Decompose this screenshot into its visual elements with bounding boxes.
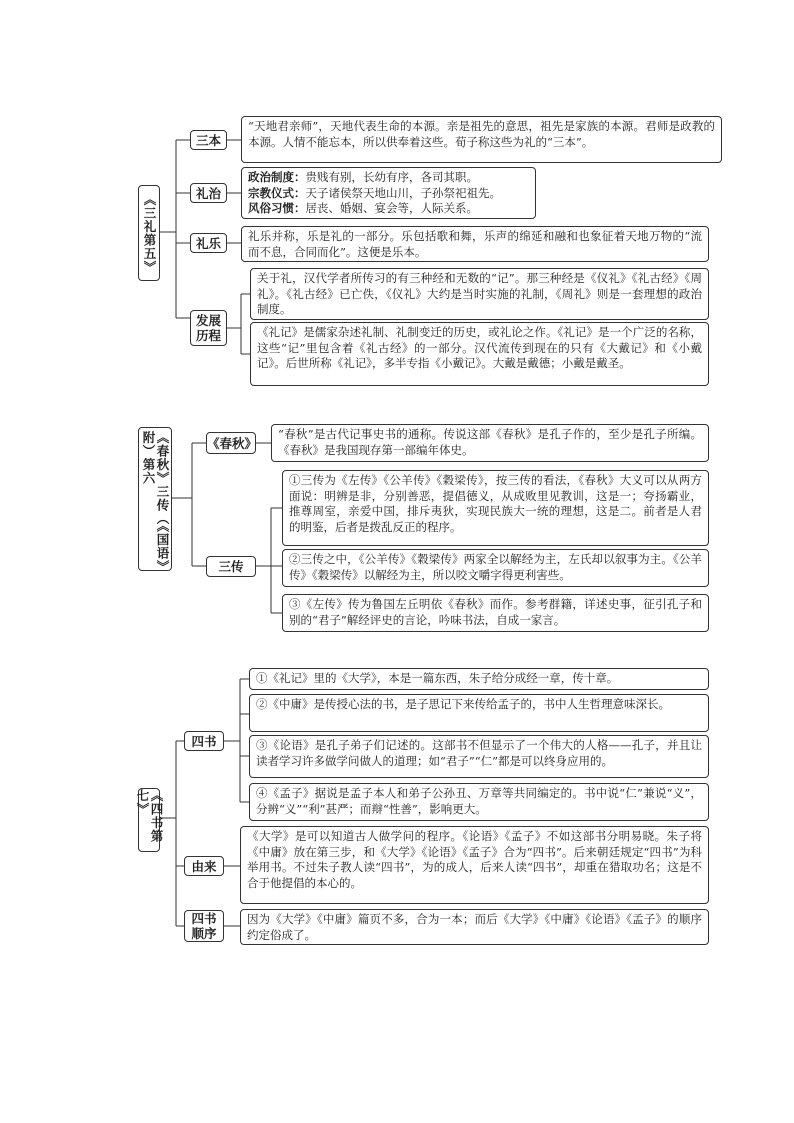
text-sanzhuan-3-content: ③《左传》传为鲁国左丘明依《春秋》而作。参考群籍，详述史事，征引孔子和别的“君子”解经评史的言论，吟味书法，自成一家言。 [289, 597, 702, 627]
node-sanzhuan [206, 556, 256, 577]
text-fazhan-2-content: 《礼记》是儒家杂述礼制、礼制变迁的历史，或礼论之作。《礼记》是一个广泛的名称，这些“记”里包含着《礼古经》的一部分。汉代流传到现在的只有《大戴记》和《小戴记》。后世所称《礼记》，多半专指《小戴记》。大戴是戴德；小戴是戴圣。 [257, 325, 702, 370]
text-lile [241, 226, 709, 262]
text-fazhan-1-content: 关于礼，汉代学者所传习的有三种经和无数的“记”。那三种经是《仪礼》《礼古经》《周礼》。《礼古经》已亡佚，《仪礼》大约是当时实施的礼制，《周礼》则是一套理想的政治制度。 [257, 271, 702, 316]
node-sishu [184, 731, 224, 751]
root-sishu-label: 《四书第七》 [135, 789, 164, 843]
text-sishu-2 [249, 694, 709, 732]
root-sishu [135, 788, 164, 852]
text-sanzhuan-2 [282, 549, 709, 587]
text-fazhan-2 [250, 322, 709, 386]
node-lile [190, 233, 227, 253]
lizhi-row-0: 政治制度：贵贱有别，长幼有序，各司其职。 [248, 170, 478, 184]
text-sishu-3-content: ③《论语》是孔子弟子们记述的。这部书不但显示了一个伟大的人格——孔子，并且让读者学习许多做学问做人的道理；如“君子”“仁”都是可以终身应用的。 [256, 738, 702, 768]
text-lile-content: 礼乐并称，乐是礼的一部分。乐包括歌和舞，乐声的绵延和融和也象征着天地万物的“流而不息，合同而化”。这便是乐本。 [248, 229, 702, 259]
lizhi-row-1: 宗教仪式：天子诸侯祭天地山川，子孙祭祀祖先。 [248, 185, 501, 200]
text-fazhan-1 [250, 268, 709, 320]
node-chunqiu-label: 《春秋》 [207, 435, 258, 451]
text-sanzhuan-3 [282, 594, 709, 632]
text-sanben-content: “天地君亲师”，天地代表生命的本源。亲是祖先的意思，祖先是家族的本源。君师是政教的本源。人情不能忘本，所以供奉着这些。荀子称这些为礼的“三本”。 [248, 119, 715, 149]
text-sanzhuan-2-content: ②三传之中，《公羊传》《穀梁传》两家全以解经为主，左氏却以叙事为主。《公羊传》《穀梁传》以解经为主，所以咬文嚼字得更利害些。 [289, 552, 702, 582]
node-shunxu-label: 四书顺序 [191, 911, 217, 941]
text-chunqiu-content: “春秋”是古代记事史书的通称。传说这部《春秋》是孔子作的，至少是孔子所编。《春秋》是我国现存第一部编年体史。 [278, 427, 702, 457]
node-sanben-label: 三本 [195, 132, 221, 148]
lizhi-row-2: 风俗习惯：居丧、婚姻、宴会等，人际关系。 [248, 201, 478, 215]
text-sishu-4 [249, 783, 709, 821]
root-chunqiu [138, 427, 172, 571]
root-sanli-label: 《三礼第五》 [142, 192, 157, 274]
node-lizhi [190, 183, 227, 203]
text-sishu-2-content: ②《中庸》是传授心法的书，是子思记下来传给孟子的，书中人生哲理意味深长。 [256, 697, 670, 711]
node-fazhan-label: 发展历程 [195, 313, 221, 343]
node-youlai [184, 856, 224, 876]
node-youlai-label: 由来 [191, 858, 217, 874]
text-shunxu-content: 因为《大学》《中庸》篇页不多，合为一本；而后《大学》《中庸》《论语》《孟子》的顺序约定俗成了。 [247, 912, 702, 942]
root-chunqiu-label: 《春秋》三传（《国语》附）第六 [141, 431, 170, 567]
node-chunqiu [206, 432, 256, 454]
root-sanli [138, 185, 160, 281]
node-sanzhuan-label: 三传 [218, 559, 244, 574]
text-sanzhuan-1-content: ①三传为《左传》《公羊传》《穀梁传》，按三传的看法，《春秋》大义可以从两方面说：明辨是非，分别善恶，提倡德义，从成败里见教训，这是一；夸扬霸业，推尊周室，亲爱中国，排斥夷狄，实现民族大一统的理想，这是二。前者是人君的明鉴，后者是拨乱反正的程序。 [289, 473, 702, 534]
text-sishu-3 [249, 735, 709, 778]
node-sanben [190, 130, 227, 150]
node-lizhi-label: 礼治 [195, 185, 221, 201]
text-sanben [241, 116, 722, 163]
text-youlai-content: 《大学》是可以知道古人做学问的程序。《论语》《孟子》不如这部书分明易晓。朱子将《中庸》放在第三步，和《大学》《论语》《孟子》合为“四书”。后来朝廷规定“四书”为科举用书。不过朱子教人读“四书”，为的成人，后来人读“四书”，却重在猎取功名；这是不合于他提倡的本心的。 [247, 829, 702, 890]
text-lizhi [241, 167, 536, 219]
node-shunxu [184, 910, 224, 942]
node-sishu-label: 四书 [191, 733, 217, 749]
text-shunxu [240, 909, 709, 945]
node-fazhan [190, 310, 227, 346]
text-sanzhuan-1 [282, 470, 709, 546]
node-lile-label: 礼乐 [195, 235, 221, 251]
text-sishu-4-content: ④《孟子》据说是孟子本人和弟子公孙丑、万章等共同编定的。书中说“仁”兼说“义”，分辨“义”“利”甚严；而辩“性善”，影响更大。 [256, 786, 702, 816]
text-sishu-1-content: ①《礼记》里的《大学》，本是一篇东西，朱子给分成经一章，传十章。 [256, 671, 619, 685]
text-sishu-1 [249, 668, 709, 690]
text-youlai [240, 826, 709, 904]
text-chunqiu [271, 424, 709, 462]
